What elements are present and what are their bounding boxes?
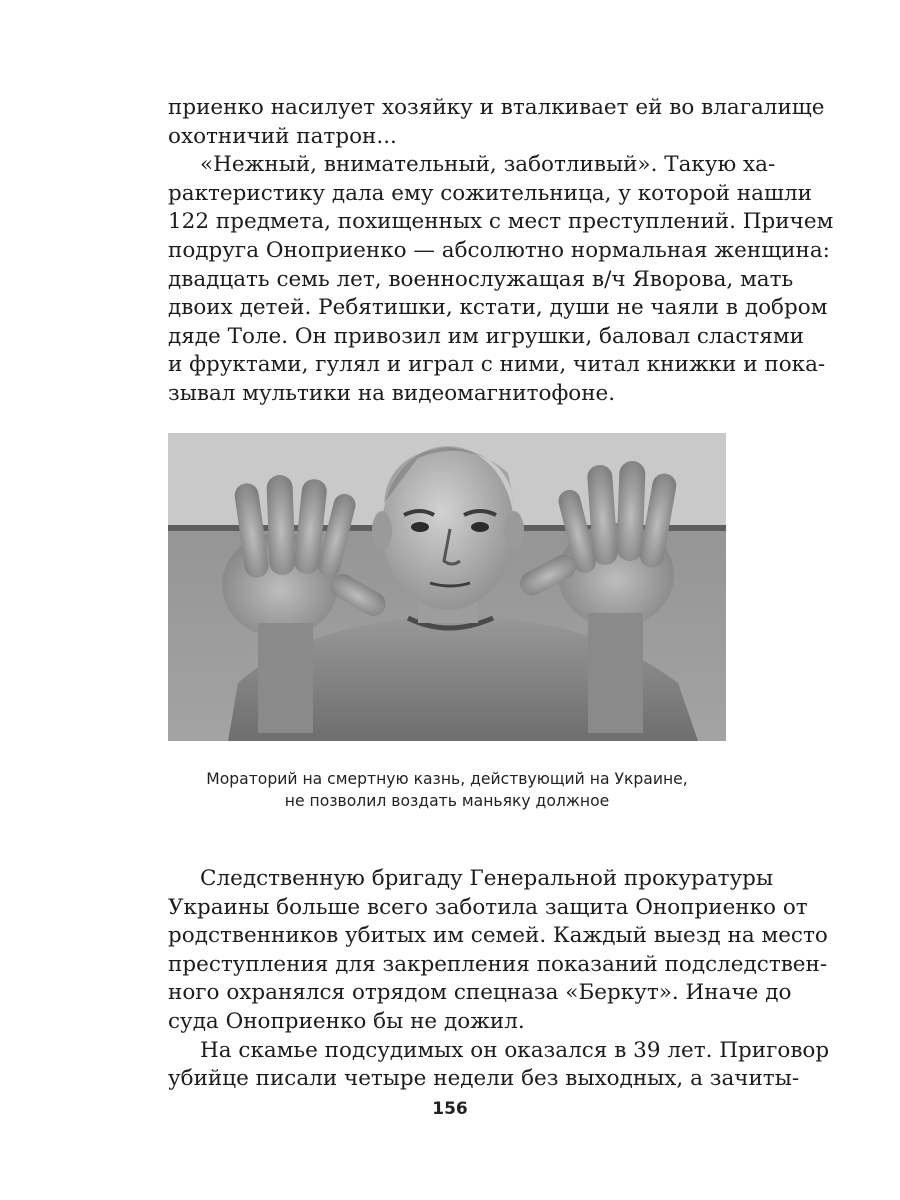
text-line: зывал мультики на видеомагнитофоне.: [168, 380, 616, 406]
text-line: 122 предмета, похищенных с мест преступлений. Причем: [168, 209, 834, 235]
text-line: и фруктами, гулял и играл с ними, читал книжки и пока-: [168, 352, 826, 378]
text-line: охотничий патрон...: [168, 123, 397, 149]
photo-caption: [168, 768, 726, 812]
text-block-bottom: [168, 865, 830, 1094]
text-line: «Нежный, внимательный, заботливый». Такую ха-: [200, 152, 776, 178]
page-number: 156: [432, 1099, 468, 1119]
text-line: родственников убитых им семей. Каждый выезд на место: [168, 923, 828, 949]
text-line: дяде Толе. Он привозил им игрушки, баловал сластями: [168, 323, 804, 349]
text-line: убийце писали четыре недели без выходных, а зачиты-: [168, 1066, 800, 1092]
text-line: На скамье подсудимых он оказался в 39 лет. Приговор: [200, 1037, 830, 1063]
text-block-top: [168, 94, 834, 409]
text-line: двадцать семь лет, военнослужащая в/ч Яворова, мать: [168, 266, 794, 292]
text-line: двоих детей. Ребятишки, кстати, души не чаяли в добром: [168, 295, 828, 321]
text-line: рактеристику дала ему сожительница, у которой нашли: [168, 180, 812, 206]
text-line: ного охранялся отрядом спецназа «Беркут». Иначе до: [168, 980, 792, 1006]
caption-line: не позволил воздать маньяку должное: [284, 792, 610, 810]
text-line: приенко насилует хозяйку и вталкивает ей во влагалище: [168, 95, 825, 120]
photo-man-raised-hands: [168, 433, 726, 741]
text-line: подруга Оноприенко — абсолютно нормальная женщина:: [168, 237, 830, 263]
text-line: Украины больше всего заботила защита Оноприенко от: [168, 894, 808, 920]
text-line: преступления для закрепления показаний подследствен-: [168, 951, 828, 977]
caption-line: Мораторий на смертную казнь, действующий на Украине,: [206, 770, 688, 788]
text-line: Следственную бригаду Генеральной прокуратуры: [200, 866, 774, 891]
text-line: суда Оноприенко бы не дожил.: [168, 1008, 525, 1034]
